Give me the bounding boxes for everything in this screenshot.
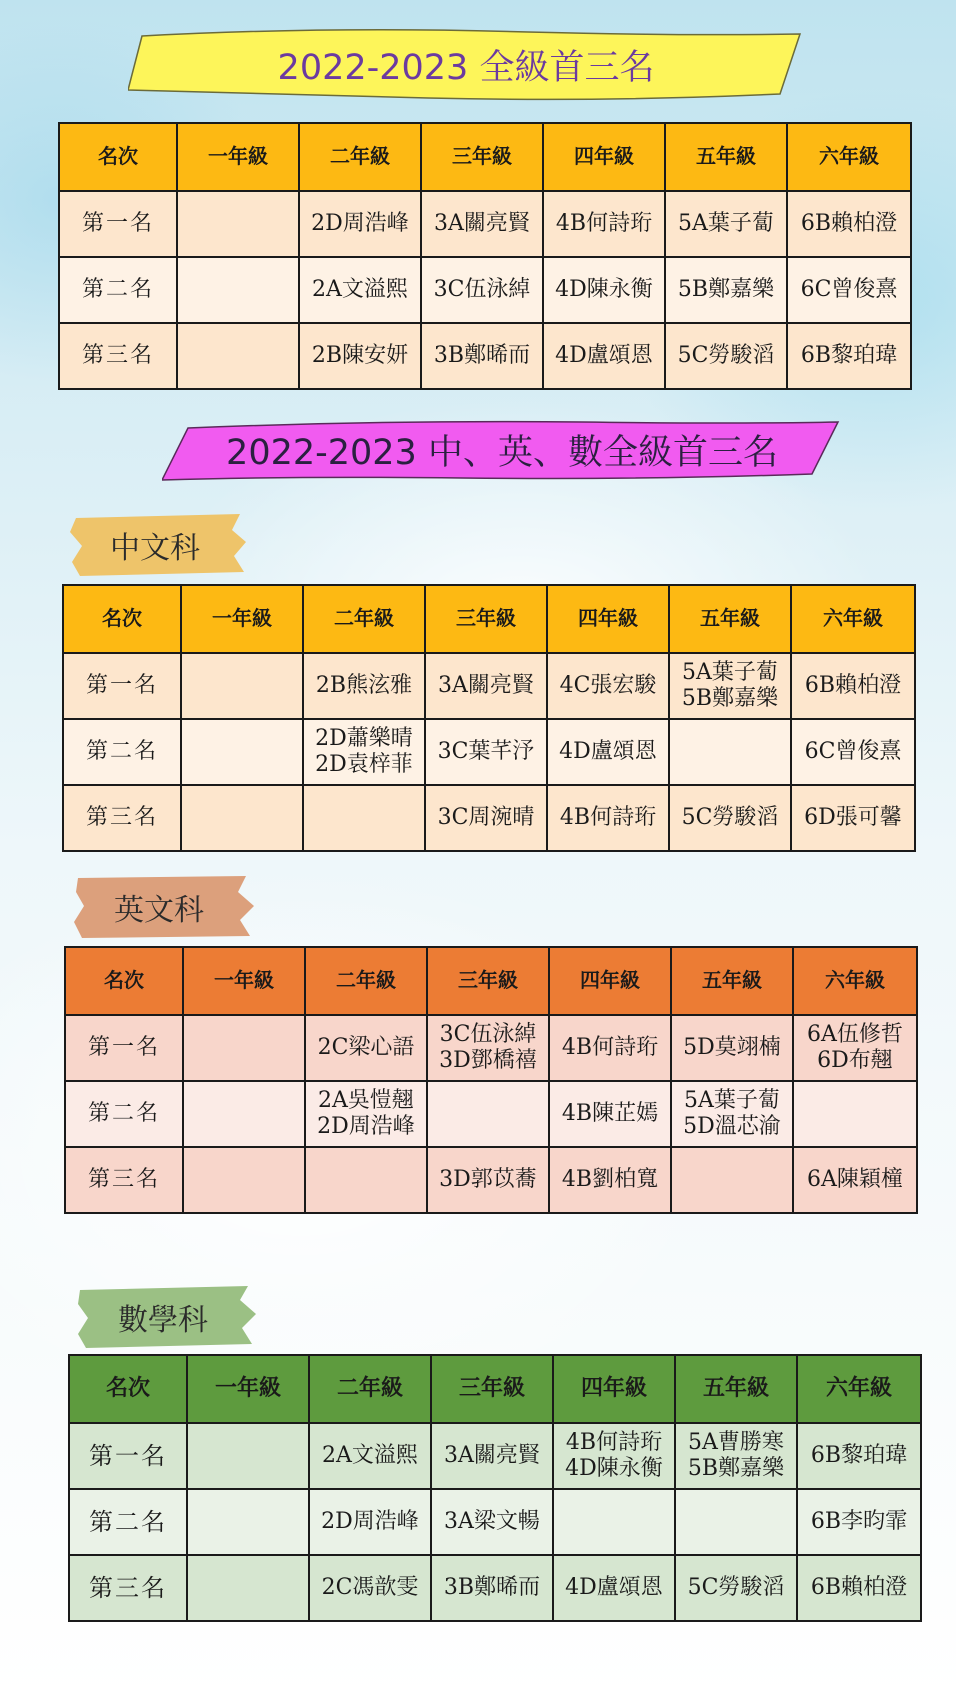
table-cell: 5C勞駿滔 <box>669 785 791 851</box>
table-header-row <box>69 1355 921 1423</box>
column-header: 一年級 <box>187 1355 309 1423</box>
table-row <box>65 1147 917 1213</box>
table-cell <box>177 257 299 323</box>
column-header: 二年級 <box>303 585 425 653</box>
table-row <box>69 1423 921 1489</box>
table-row <box>59 191 911 257</box>
table-cell: 4D陳永衡 <box>543 257 665 323</box>
table-cell: 4B何詩珩 <box>549 1015 671 1081</box>
table-cell: 4C張宏駿 <box>547 653 669 719</box>
table-cell: 5B鄭嘉樂 <box>665 257 787 323</box>
column-header: 四年級 <box>553 1355 675 1423</box>
table-cell <box>187 1489 309 1555</box>
table-cell: 6B賴柏澄 <box>791 653 915 719</box>
table-cell <box>187 1555 309 1621</box>
column-header: 一年級 <box>183 947 305 1015</box>
table-header-row <box>63 585 915 653</box>
column-header: 四年級 <box>543 123 665 191</box>
table-cell: 3A關亮賢 <box>431 1423 553 1489</box>
table-row <box>69 1489 921 1555</box>
column-header: 五年級 <box>675 1355 797 1423</box>
column-header: 三年級 <box>425 585 547 653</box>
column-header: 六年級 <box>787 123 911 191</box>
table-cell <box>177 191 299 257</box>
rank-cell: 第一名 <box>69 1423 187 1489</box>
table-row <box>69 1555 921 1621</box>
table-row <box>63 719 915 785</box>
table-cell: 5C勞駿滔 <box>665 323 787 389</box>
table-cell <box>183 1015 305 1081</box>
table-row <box>65 1081 917 1147</box>
table-cell: 3B鄭晞而 <box>431 1555 553 1621</box>
table-cell: 6B黎珀瑋 <box>797 1423 921 1489</box>
table-row <box>63 785 915 851</box>
table-cell: 2D周浩峰 <box>309 1489 431 1555</box>
column-header: 三年級 <box>427 947 549 1015</box>
table-cell: 4B何詩珩 <box>543 191 665 257</box>
column-header: 四年級 <box>549 947 671 1015</box>
table-header-row <box>65 947 917 1015</box>
table-cell: 5A葉子蔔 5D溫芯渝 <box>671 1081 793 1147</box>
rank-cell: 第三名 <box>65 1147 183 1213</box>
rank-cell: 第二名 <box>63 719 181 785</box>
table-cell: 2A吳愷翹 2D周浩峰 <box>305 1081 427 1147</box>
table-cell: 6B李昀霏 <box>797 1489 921 1555</box>
subjects-title: 2022-2023 中、英、數全級首三名 <box>226 433 778 473</box>
rank-cell: 第一名 <box>65 1015 183 1081</box>
table-cell: 3C伍泳綽 <box>421 257 543 323</box>
table-cell: 6B賴柏澄 <box>797 1555 921 1621</box>
table-cell: 4B陳芷嫣 <box>549 1081 671 1147</box>
table-cell: 4B何詩珩 <box>547 785 669 851</box>
table-cell: 2A文溢熙 <box>299 257 421 323</box>
table-cell: 4D盧頌恩 <box>547 719 669 785</box>
table-row <box>59 323 911 389</box>
table-cell <box>675 1489 797 1555</box>
overall-title-banner <box>128 28 804 102</box>
table-cell: 2A文溢熙 <box>309 1423 431 1489</box>
column-header: 四年級 <box>547 585 669 653</box>
subjects-title-banner <box>162 418 842 482</box>
table-cell: 2C馮歆雯 <box>309 1555 431 1621</box>
table-cell <box>305 1147 427 1213</box>
table-cell <box>303 785 425 851</box>
table-cell: 5D莫翊楠 <box>671 1015 793 1081</box>
table-cell <box>177 323 299 389</box>
table-cell <box>181 785 303 851</box>
table-cell: 5A葉子蔔 5B鄭嘉樂 <box>669 653 791 719</box>
column-header: 名次 <box>63 585 181 653</box>
table-cell <box>553 1489 675 1555</box>
table-cell <box>183 1147 305 1213</box>
column-header: 三年級 <box>431 1355 553 1423</box>
table-cell: 5A葉子蔔 <box>665 191 787 257</box>
english-subject-label: 英文科 <box>114 893 204 928</box>
table-cell: 2D周浩峰 <box>299 191 421 257</box>
column-header: 名次 <box>59 123 177 191</box>
table-cell: 2D蕭樂晴 2D袁梓菲 <box>303 719 425 785</box>
rank-cell: 第三名 <box>69 1555 187 1621</box>
column-header: 六年級 <box>793 947 917 1015</box>
table-cell: 6A陳穎橦 <box>793 1147 917 1213</box>
table-row <box>59 257 911 323</box>
table-row <box>65 1015 917 1081</box>
chinese-subject-label: 中文科 <box>110 531 200 566</box>
table-cell: 4B劉柏寬 <box>549 1147 671 1213</box>
table-cell: 5C勞駿滔 <box>675 1555 797 1621</box>
column-header: 一年級 <box>181 585 303 653</box>
table-cell: 5A曹勝寒 5B鄭嘉樂 <box>675 1423 797 1489</box>
table-cell <box>669 719 791 785</box>
table-cell: 6B黎珀瑋 <box>787 323 911 389</box>
table-row <box>63 653 915 719</box>
table-cell <box>793 1081 917 1147</box>
table-cell: 2B陳安妍 <box>299 323 421 389</box>
table-cell: 4D盧頌恩 <box>553 1555 675 1621</box>
table-cell: 4D盧頌恩 <box>543 323 665 389</box>
table-cell: 6A伍修哲 6D布翹 <box>793 1015 917 1081</box>
table-cell <box>181 653 303 719</box>
column-header: 五年級 <box>669 585 791 653</box>
column-header: 二年級 <box>309 1355 431 1423</box>
rank-cell: 第一名 <box>59 191 177 257</box>
column-header: 三年級 <box>421 123 543 191</box>
table-cell: 3C伍泳綽 3D鄧橋禧 <box>427 1015 549 1081</box>
column-header: 一年級 <box>177 123 299 191</box>
column-header: 五年級 <box>671 947 793 1015</box>
table-cell <box>427 1081 549 1147</box>
chinese-ranking-table <box>62 584 916 852</box>
table-cell: 6B賴柏澄 <box>787 191 911 257</box>
table-cell: 3A關亮賢 <box>421 191 543 257</box>
rank-cell: 第二名 <box>65 1081 183 1147</box>
table-cell: 3D郭苡蕎 <box>427 1147 549 1213</box>
table-cell <box>187 1423 309 1489</box>
column-header: 二年級 <box>305 947 427 1015</box>
table-cell: 3B鄭晞而 <box>421 323 543 389</box>
math-ranking-table <box>68 1354 922 1622</box>
table-cell: 6C曾俊熹 <box>787 257 911 323</box>
table-cell: 6C曾俊熹 <box>791 719 915 785</box>
table-cell <box>671 1147 793 1213</box>
chinese-subject-tag <box>70 512 250 578</box>
table-cell: 3C周涴晴 <box>425 785 547 851</box>
table-cell: 6D張可馨 <box>791 785 915 851</box>
overall-ranking-table <box>58 122 912 390</box>
table-header-row <box>59 123 911 191</box>
table-cell: 3A關亮賢 <box>425 653 547 719</box>
column-header: 名次 <box>69 1355 187 1423</box>
rank-cell: 第二名 <box>59 257 177 323</box>
table-cell: 2B熊泫雅 <box>303 653 425 719</box>
column-header: 二年級 <box>299 123 421 191</box>
column-header: 五年級 <box>665 123 787 191</box>
column-header: 六年級 <box>797 1355 921 1423</box>
table-cell: 3A梁文暢 <box>431 1489 553 1555</box>
rank-cell: 第三名 <box>63 785 181 851</box>
column-header: 名次 <box>65 947 183 1015</box>
rank-cell: 第二名 <box>69 1489 187 1555</box>
table-cell <box>181 719 303 785</box>
math-subject-label: 數學科 <box>118 1303 208 1338</box>
rank-cell: 第三名 <box>59 323 177 389</box>
rank-cell: 第一名 <box>63 653 181 719</box>
table-cell: 4B何詩珩 4D陳永衡 <box>553 1423 675 1489</box>
table-cell <box>183 1081 305 1147</box>
table-cell: 2C梁心語 <box>305 1015 427 1081</box>
english-subject-tag <box>74 874 256 940</box>
overall-title: 2022-2023 全級首三名 <box>277 48 655 88</box>
column-header: 六年級 <box>791 585 915 653</box>
math-subject-tag <box>78 1284 260 1350</box>
english-ranking-table <box>64 946 918 1214</box>
table-cell: 3C葉芊汿 <box>425 719 547 785</box>
